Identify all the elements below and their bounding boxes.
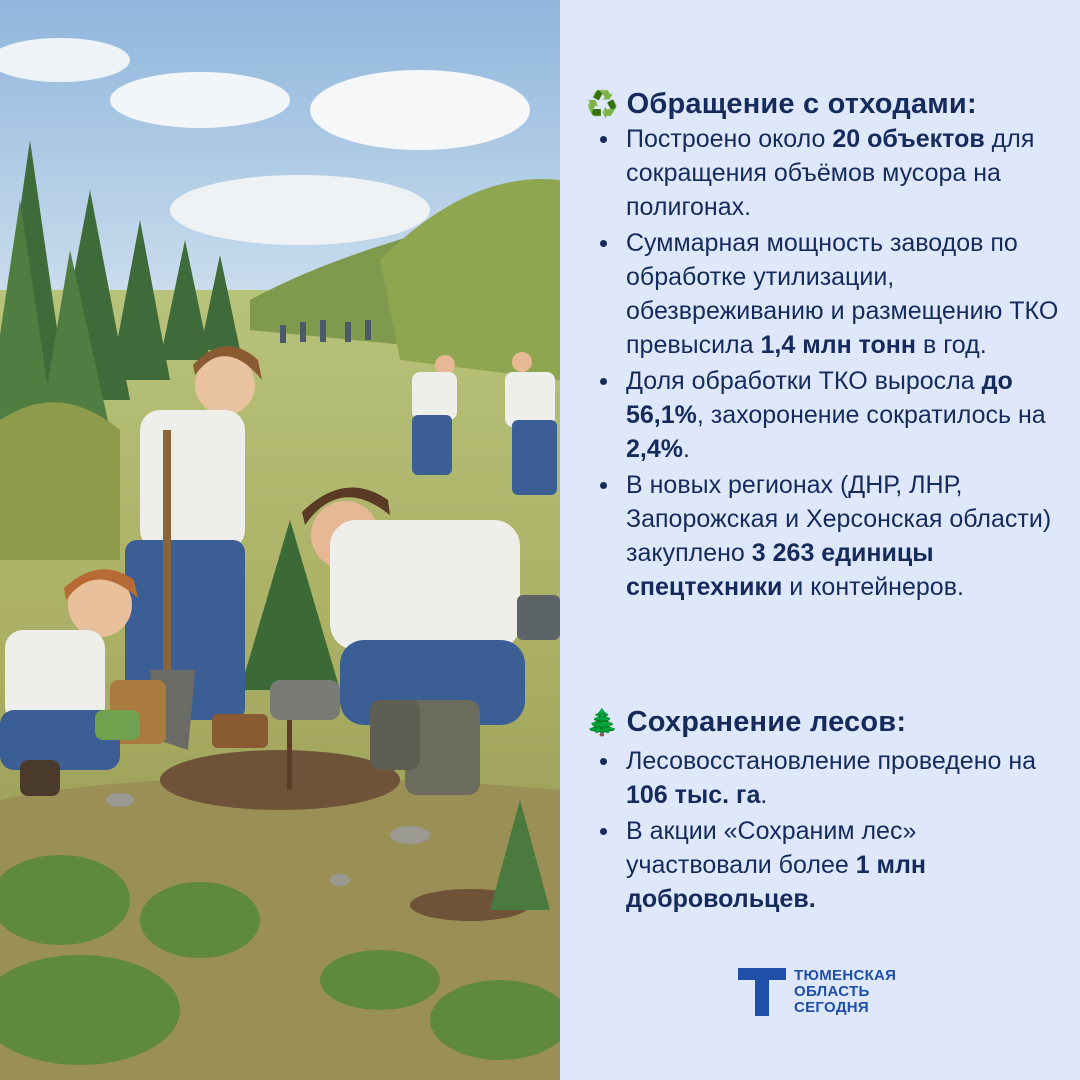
logo-line-3: СЕГОДНЯ: [794, 999, 870, 1016]
evergreen-tree-icon: 🌲: [586, 708, 619, 738]
list-item: В акции «Сохраним лес» участвовали более 1 млн добровольцев.: [598, 814, 1068, 916]
logo-line-1: ТЮМЕНСКАЯ: [794, 967, 897, 984]
list-item: Построено около 20 объектов для сокращения объёмов мусора на полигонах.: [598, 122, 1068, 224]
list-item: Доля обработки ТКО выросла до 56,1%, захоронение сократилось на 2,4%.: [598, 364, 1068, 466]
brand-logo: [738, 968, 896, 1016]
waste-list: [598, 122, 1068, 606]
forest-section-title: [586, 706, 906, 739]
list-item: Суммарная мощность заводов по обработке утилизации, обезвреживанию и размещению ТКО превысила 1,4 млн тонн в год.: [598, 226, 1068, 362]
logo-text: [794, 968, 896, 1016]
logo-line-2: ОБЛАСТЬ: [794, 983, 870, 1000]
list-item: В новых регионах (ДНР, ЛНР, Запорожская и Херсонская области) закуплено 3 263 единицы спецтехники и контейнеров.: [598, 468, 1068, 604]
recycle-icon: ♻️: [586, 90, 619, 120]
forest-title-text: Сохранение лесов:: [626, 706, 907, 738]
forest-list: [598, 744, 1068, 918]
waste-title-text: Обращение с отходами:: [626, 88, 977, 120]
logo-t-icon: [738, 968, 786, 1016]
info-panel: [560, 0, 1080, 1080]
waste-section-title: [586, 88, 977, 121]
list-item: Лесовосстановление проведено на 106 тыс. га.: [598, 744, 1068, 812]
